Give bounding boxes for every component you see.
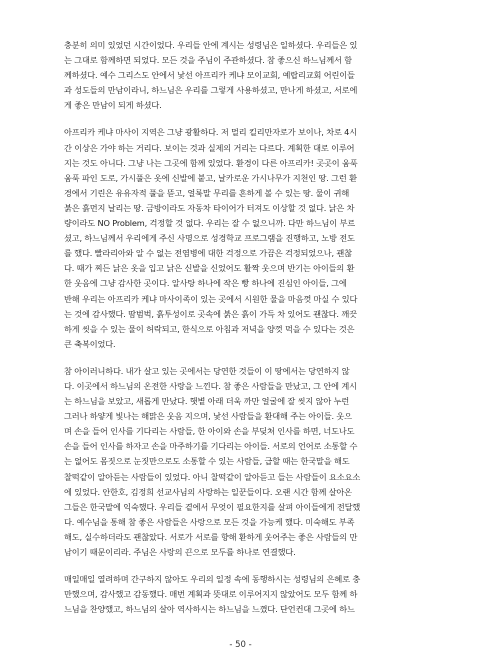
text-line: 큰 축복이었다.	[64, 338, 116, 349]
text-line: 다. 예수님을 통해 참 좋은 사람들은 사랑으로 모든 것을 가능케 했다. 미숙해도 부족	[64, 516, 355, 527]
text-line: 붉은 흙먼지 날리는 땅. 금방이라도 자동차 타이어가 터져도 이상할 것 없다. 낡은 차	[64, 202, 355, 213]
text-line: 찰떡같이 알아듣는 사람들이 있었다. 아니 찰떡같이 알아듣고 들는 사람들이 요소요소	[64, 471, 361, 482]
text-line: 충분히 의미 있었던 시간이었다. 우리들 안에 계시는 성령님은 일하셨다. 우리들은 있	[64, 40, 358, 50]
text-line: 를 했다. 빨라리아와 알 수 없는 전염병에 대한 걱정으로 가끔은 걱정되었으나, 괜찮	[64, 248, 352, 259]
text-line: 는 없어도 몸짓으로 눈짓만으로도 소통할 수 있는 사람들, 급할 때는 한국말을 해도	[64, 456, 350, 467]
text-line: 참 아이러니하다. 내가 살고 있는 곳에서는 당연한 것들이 이 땅에서는 당연하지 않	[64, 365, 350, 376]
text-line: 그러나 하얗게 빛나는 해맑은 웃음 지으며, 낯선 사람들을 환대해 주는 아이들. 웃으	[64, 411, 352, 422]
paragraph	[64, 38, 418, 113]
text-line: 지는 것도 아니다. 그냥 나는 그곳에 함께 있었다. 환경이 다른 아프리카! 곳곳이 움푹	[64, 157, 358, 168]
text-line: 느님을 찬양했고, 하느님의 살아 역사하시는 하느님을 느꼈다. 단언컨대 그곳에 하느	[64, 604, 355, 615]
text-line: 하게 씻을 수 있는 물이 허락되고, 한식으로 아침과 저녁을 양껏 먹을 수 있다는 것은	[64, 323, 355, 334]
text-line: 그들은 한국말에 익숙했다. 우리들 곁에서 무엇이 필요한지를 살펴 아이들에게 전달했	[64, 501, 361, 512]
text-line: 움푹 파인 도로, 가시풀은 옷에 신발에 붙고, 날카로운 가시나무가 지천인 땅. 그런 환	[64, 172, 357, 183]
text-line: 는 하느님을 보았고, 새롭게 만났다. 햇볕 아래 더욱 까만 얼굴에 잘 씻지 않아 누런	[64, 396, 350, 407]
text-line: 매일매일 열려하며 간구하지 않아도 우리의 일정 속에 동행하시는 성령님의 은혜로 충	[64, 574, 361, 585]
text-line: 만했으며, 감사했고 감동했다. 매번 계획과 뜻대로 이루어지지 않았어도 모두 함께 하	[64, 589, 358, 600]
text-line: 는 그대로 함께하면 되었다. 모든 것을 주님이 주관하셨다. 참 좋으신 하느님께서 함	[64, 55, 352, 66]
text-line: 량이라도 NO Problem, 걱정할 것 없다. 우리는 잘 수 없으니까. 다만 하느님이 부르	[64, 218, 355, 229]
paragraph	[64, 572, 418, 617]
text-line: 게 좋은 만남이 되게 하셨다.	[64, 100, 162, 111]
text-line: 며 손을 들어 인사를 기다리는 사람들, 한 아이와 손을 부딪쳐 인사를 하면, 너도나도	[64, 426, 355, 437]
text-line: 에 있었다. 안한호, 김정희 선교사님의 사랑하는 일꾼들이다. 오랜 시간 함께 살아온	[64, 486, 352, 497]
text-line: 남이기 때문이리라. 주님은 사랑의 끈으로 모두를 하나로 연결했다.	[64, 547, 296, 557]
page-number: - 50 -	[229, 640, 252, 650]
text-line: 손을 들어 인사를 하자고 손을 마주하기를 기다리는 아이들. 서로의 언어로 소통할 수	[64, 441, 358, 452]
text-line: 는 것에 감사했다. 땀범벅, 흙투성이로 곳속에 붉은 흙이 가득 차 있어도 괜찮다. 깨끗	[64, 308, 357, 319]
text-line: 경에서 기린은 유유자적 풀을 뜯고, 얼룩말 무리를 흔하게 볼 수 있는 땅. 물이 귀해	[64, 187, 350, 198]
text-line: 간 이상은 가야 하는 거리다. 보이는 것과 실제의 거리는 다르다. 계획한 대로 이루어	[64, 142, 355, 153]
paragraph	[64, 364, 418, 560]
paragraph	[64, 125, 418, 351]
text-line: 다. 이곳에서 하느님의 온전한 사랑을 느낀다. 참 좋은 사람들을 만났고, 그 안에 계시	[64, 380, 357, 391]
text-line: 과 성도들의 만남이라니, 하느님은 우리를 그렇게 사용하셨고, 만나게 하셨고, 서로에	[64, 85, 358, 96]
text-line: 반해 우리는 아프리카 케냐 마사이족이 있는 곳에서 시원한 물을 마음껏 마실 수 있다	[64, 293, 358, 304]
text-line: 셨고, 하느님께서 우리에게 주신 사명으로 성경학교 프로그램을 진행하고, 노방 전도	[64, 233, 355, 244]
text-line: 께하셨다. 예수 그리스도 안에서 낯선 아프리카 케냐 모이교회, 예랍리교회 어린이들	[64, 70, 355, 81]
text-line: 한 웃음에 그냥 감사한 곳이다. 알사탕 하나에 작은 빵 하나에 진심인 아이들, 그에	[64, 278, 347, 289]
body-text	[64, 38, 418, 629]
text-line: 아프리카 케냐 마사이 지역은 그냥 광활하다. 저 멀리 킬리만자로가 보이나, 차로 4시	[64, 127, 357, 138]
text-line: 다. 때가 찌든 낡은 옷을 입고 낡은 신발을 신었어도 활짝 웃으며 반기는 아이들의 환	[64, 263, 355, 274]
text-line: 해도, 실수하더라도 괜찮았다. 서로가 서로를 향해 환하게 웃어주는 좋은 사람들의 만	[64, 531, 358, 542]
